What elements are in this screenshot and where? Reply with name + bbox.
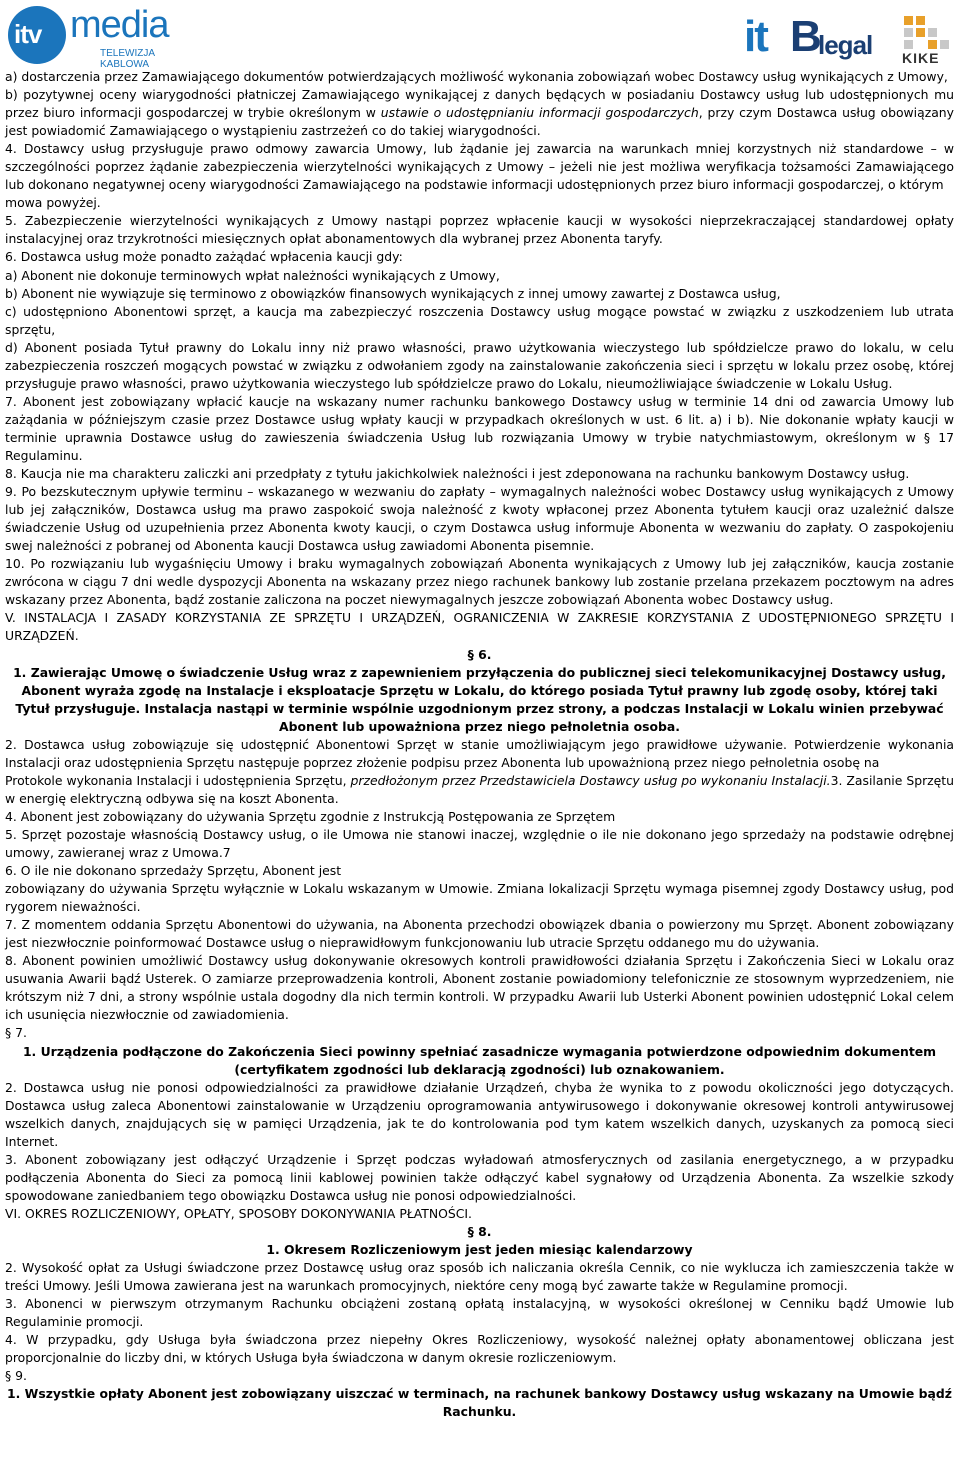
paragraph-symbol-heading: 1. Zawierając Umowę o świadczenie Usług wraz z zapewnieniem przyłączenia do publicznej sieci telekomunikacyjnej Dostawcy usług, Abonent wyraża zgodę na Instalacje i eksploatacje Sprzętu w Lokalu, do którego posiada Tytuł prawny lub zgodę osoby, której taki Tytuł przysługuje. Instalacja nastąpi w terminie wspólnie uzgodnionym przez strony, a podczas Instalacji w Lokalu winien przebywać Abonent lub upoważniona przez niego pełnoletnia osoba. — [13, 664, 946, 734]
paragraph: VI. OKRES ROZLICZENIOWY, OPŁATY, SPOSOBY DOKONYWANIA PŁATNOŚCI. — [5, 1205, 472, 1221]
itb-b-text: B — [790, 12, 822, 61]
paragraph-text: 3. Zasilanie Sprzętu w energię elektryczną odbywa się na koszt Abonenta. — [5, 772, 954, 806]
itv-subtitle: TELEWIZJA KABLOWA — [100, 48, 155, 70]
paragraph: V. INSTALACJA I ZASADY KORZYSTANIA ZE SPRZĘTU I URZĄDZEŃ, OGRANICZENIA W ZAKRESIE KORZYSTANIA Z UDOSTĘPNIONEGO SPRZĘTU I URZĄDZEŃ. — [5, 610, 954, 644]
paragraph: 3. Abonenci w pierwszym otrzymanym Rachunku obciążeni zostaną opłatą instalacyjną, w wysokości określonej w Cenniku bądź Umowie lub Regulaminie promocji. — [5, 1296, 954, 1330]
paragraph: mowa powyżej. — [5, 195, 101, 211]
paragraph: c) udostępniono Abonentowi sprzęt, a kaucja ma zabezpieczyć roszczenia Dostawcy usług mogące powstać w związku z uszkodzeniem lub utrata sprzętu, — [5, 303, 954, 337]
itv-media-logo — [8, 4, 193, 70]
paragraph: 7. Z momentem oddania Sprzętu Abonentowi do używania, na Abonenta przechodzi obowiązek dbania o powierzony mu Sprzęt. Abonent zobowiązany jest niezwłocznie poinformować Dostawce usług o nieprawidłowym funkcjonowaniu lub utracie Sprzętu oddanego mu do używania. — [5, 917, 954, 951]
itb-legal-text: legal — [818, 30, 873, 60]
paragraph: § 9. — [5, 1368, 27, 1384]
page-header — [0, 0, 960, 68]
paragraph-italic-text: ustawie o udostępnianiu informacji gospodarczych — [380, 105, 699, 121]
paragraph: a) dostarczenia przez Zamawiającego dokumentów potwierdzających możliwość wykonania zobowiązań wobec Dostawcy usług wynikających z Umowy, — [5, 69, 948, 84]
paragraph: 4. Dostawcy usług przysługuje prawo odmowy zawarcia Umowy, lub żądanie jej zawarcia na warunkach mniej korzystnych niż standardowe – w szczególności poprzez żądanie zabezpieczenia wierzytelności wynikających z Umowy – jeżeli nie jest możliwa weryfikacja tożsamości Zamawiającego lub dokonano negatywnej oceny wiarygodności Zamawiającego na podstawie informacji udostępnionych przez biuro informacji gospodarczej, o którym — [5, 141, 954, 193]
paragraph: 2. Dostawca usług zobowiązuje się udostępnić Abonentowi Sprzęt w stanie umożliwiającym jego prawidłowe używanie. Potwierdzenie wykonania Instalacji oraz udostępnienia Sprzętu następuje poprzez złożenie podpisu przez Abonenta lub upoważnioną przez niego pełnoletnia osobę na — [5, 736, 954, 770]
paragraph — [5, 772, 954, 808]
paragraph-text: b) pozytywnej oceny wiarygodności płatniczej Zamawiającego wynikającej z danych będących w posiadaniu Dostawcy usług lub udostępnionych mu przez biuro informacji gospodarczej w trybie określonym w — [5, 87, 954, 121]
paragraph: 3. Abonent zobowiązany jest odłączyć Urządzenie i Sprzęt podczas wyładowań atmosferycznych od zasilania energetycznego, a w przypadku podłączenia Abonenta do Sieci za pomocą linii kablowej powinien także odłączyć kabel sygnałowy od Urządzenia Abonenta. Za wszelkie szkody spowodowane zaniedbaniem tego obowiązku Dostawca usług nie ponosi odpowiedzialności. — [5, 1151, 954, 1203]
paragraph: § 7. — [5, 1025, 27, 1041]
paragraph — [5, 86, 954, 140]
paragraph-symbol-heading: 1. Urządzenia podłączone do Zakończenia Sieci powinny spełniać zasadnicze wymagania potwierdzone odpowiednim dokumentem (certyfikatem zgodności lub deklaracją zgodności) lub oznakowaniem. — [22, 1043, 937, 1077]
paragraph: b) Abonent nie wywiązuje się terminowo z obowiązków finansowych wynikających z innej umowy zawartej z Dostawca usług, — [5, 285, 781, 301]
paragraph: 2. Wysokość opłat za Usługi świadczone przez Dostawcę usług oraz sposób ich naliczania określa Cennik, co nie wyklucza ich zamieszczenia także w treści Umowy. Jeśli Umowa zawierana jest na warunkach promocyjnych, niektóre ceny mogą być zawarte także w Regulamine promocji. — [5, 1260, 954, 1294]
kike-text: KIKE — [902, 50, 940, 66]
paragraph: 10. Po rozwiązaniu lub wygaśnięciu Umowy i braku wymagalnych zobowiązań Abonenta wynikających z Umowy lub jej załączników, kaucja zostanie zwrócona w ciągu 7 dni wedle dyspozycji Abonenta na wskazany przez niego rachunek bankowy lub zostanie przelana przekazem pocztowym na adres wskazany przez Abonenta, bądź zostanie zaliczona na poczet niewymagalnych jeszcze zobowiązań Abonenta wobec Dostawcy usług. — [5, 556, 954, 608]
paragraph: 8. Kaucja nie ma charakteru zaliczki ani przedpłaty z tytułu jakichkolwiek należności i jest zdeponowana na rachunku bankowym Dostawcy usług. — [5, 466, 910, 482]
paragraph-text: , przy czym Dostawca usług obowiązany jest powiadomić Zamawiającego o wystąpieniu zastrzeżeń co do takiej wiarygodności. — [5, 105, 954, 139]
paragraph-text: Protokole wykonania Instalacji i udostępnienia Sprzętu, — [5, 772, 347, 788]
paragraph: 6. O ile nie dokonano sprzedaży Sprzętu, Abonent jest — [5, 863, 342, 879]
paragraph: a) Abonent nie dokonuje terminowych wpłat należności wynikających z Umowy, — [5, 267, 500, 283]
paragraph: 7. Abonent jest zobowiązany wpłacić kaucje na wskazany numer rachunku bankowego Dostawcy usług w terminie 14 dni od zawarcia Umowy lub zażądania w późniejszym czasie przez Dostawce usług wpłaty kaucji w przypadkach określonych w ust. 6 lit. a) i b). Nie dokonanie wpłaty kaucji w terminie uprawnia Dostawce usług do zawieszenia świadczenia Usług lub rozwiązania Umowy w trybie natychmiastowym, określonym w § 17 Regulaminu. — [5, 393, 954, 463]
paragraph: 4. Abonent jest zobowiązany do używania Sprzętu zgodnie z Instrukcją Postępowania ze Sprzętem — [5, 808, 616, 824]
document-body — [5, 68, 954, 1422]
paragraph-italic-text: przedłożonym przez Przedstawiciela Dostawcy usług po wykonaniu Instalacji. — [346, 772, 831, 788]
paragraph: 8. Abonent powinien umożliwić Dostawcy usług dokonywanie okresowych kontroli prawidłowości działania Sprzętu i Zakończenia Sieci w Lokalu oraz usuwania Awarii bądź Usterek. O zamiarze przeprowadzenia kontroli, Abonent zostanie powiadomiony telefonicznie ze stosownym wyprzedzeniem, nie krótszym niż 7 dni, a strony wspólnie ustala dogodny dla nich termin kontroli. W przypadku Awarii lub Usterki Abonent powinien udostępnić Lokal celem ich usunięcia niezwłocznie od zawiadomienia. — [5, 953, 954, 1023]
paragraph-symbol-heading: 1. Okresem Rozliczeniowym jest jeden miesiąc kalendarzowy — [266, 1242, 693, 1258]
paragraph: 6. Dostawca usług może ponadto zażądać wpłacenia kaucji gdy: — [5, 249, 403, 265]
itv-media-text: media — [70, 4, 169, 46]
paragraph: 5. Sprzęt pozostaje własnością Dostawcy usług, o ile Umowa nie stanowi inaczej, względnie o ile nie dokonano jego sprzedaży na podstawie odrębnej umowy, zawieranej wraz z Umowa.7 — [5, 826, 954, 861]
paragraph: d) Abonent posiada Tytuł prawny do Lokalu inny niż prawo własności, prawo użytkowania wieczystego lub spółdzielcze prawo do lokalu, w celu zabezpieczenia roszczeń mogących powstać w związku z odwołaniem zgody na zainstalowanie zakończenia sieci i sprzętu w lokalu przez osobę, której przysługuje prawo własności, prawo użytkowania wieczystego lub spółdzielcze prawo do Lokalu, nieumożliwiające świadczenie w Lokalu Usług. — [5, 339, 954, 391]
itb-it-text: it — [744, 12, 767, 61]
paragraph: 5. Zabezpieczenie wierzytelności wynikających z Umowy nastąpi poprzez wpłacenie kaucji w wysokości nieprzekraczającej standardowej opłaty instalacyjnej oraz trzykrotności miesięcznych opłat abonamentowych dla wybranej przez Abonenta taryfy. — [5, 213, 954, 247]
paragraph: 4. W przypadku, gdy Usługa była świadczona przez niepełny Okres Rozliczeniowy, wysokość należnej opłaty abonamentowej obliczana jest proporcjonalnie do liczby dni, w których Usługa była świadczona w danym okresie rozliczeniowym. — [5, 1332, 954, 1366]
kike-mark-icon — [902, 14, 954, 50]
section-heading: § 8. — [467, 1224, 492, 1239]
paragraph: 9. Po bezskutecznym upływie terminu – wskazanego w wezwaniu do zapłaty – wymagalnych należności wobec Dostawcy usług wynikających z Umowy lub jej załączników, Dostawca usług ma prawo zaspokoić swoja należność z kwoty wpłaconej przez Abonenta tytułem kaucji oraz uzależnić dalsze świadczenie Usług od uzupełnienia przez Abonenta kwoty kaucji, o czym Dostawca usług informuje Abonenta w wezwaniu do zapłaty. O zaspokojeniu swej należności z pobranej od Abonenta kaucji Dostawca usług zawiadomi Abonenta pisemnie. — [5, 484, 954, 554]
itv-circle-icon — [8, 6, 66, 64]
itv-logo-text: itv — [14, 19, 42, 49]
paragraph-symbol-heading: 1. Wszystkie opłaty Abonent jest zobowiązany uiszczać w terminach, na rachunek bankowy Dostawcy usług wskazany na Umowie bądź Rachunku. — [7, 1386, 952, 1420]
paragraph: zobowiązany do używania Sprzętu wyłącznie w Lokalu wskazanym w Umowie. Zmiana lokalizacji Sprzętu wymaga pisemnej zgody Dostawcy usług, pod rygorem nieważności. — [5, 881, 954, 915]
kike-logo — [902, 14, 954, 66]
itblegal-logo — [744, 12, 884, 66]
section-heading: § 6. — [467, 646, 492, 662]
paragraph: 2. Dostawca usług nie ponosi odpowiedzialności za prawidłowe działanie Urządzeń, chyba że wynika to z powodu okoliczności jego dotyczących. Dostawca usług zaleca Abonentowi zainstalowanie w Urządzeniu oprogramowania antywirusowego i dokonywanie okresowej kontroli antywirusowej wszelkich danych, znajdujących się w pamięci Urządzenia, jak te do kontrolowania pod tym katem wszelkich danych, uzyskanych za pomocą sieci Internet. — [5, 1079, 954, 1149]
